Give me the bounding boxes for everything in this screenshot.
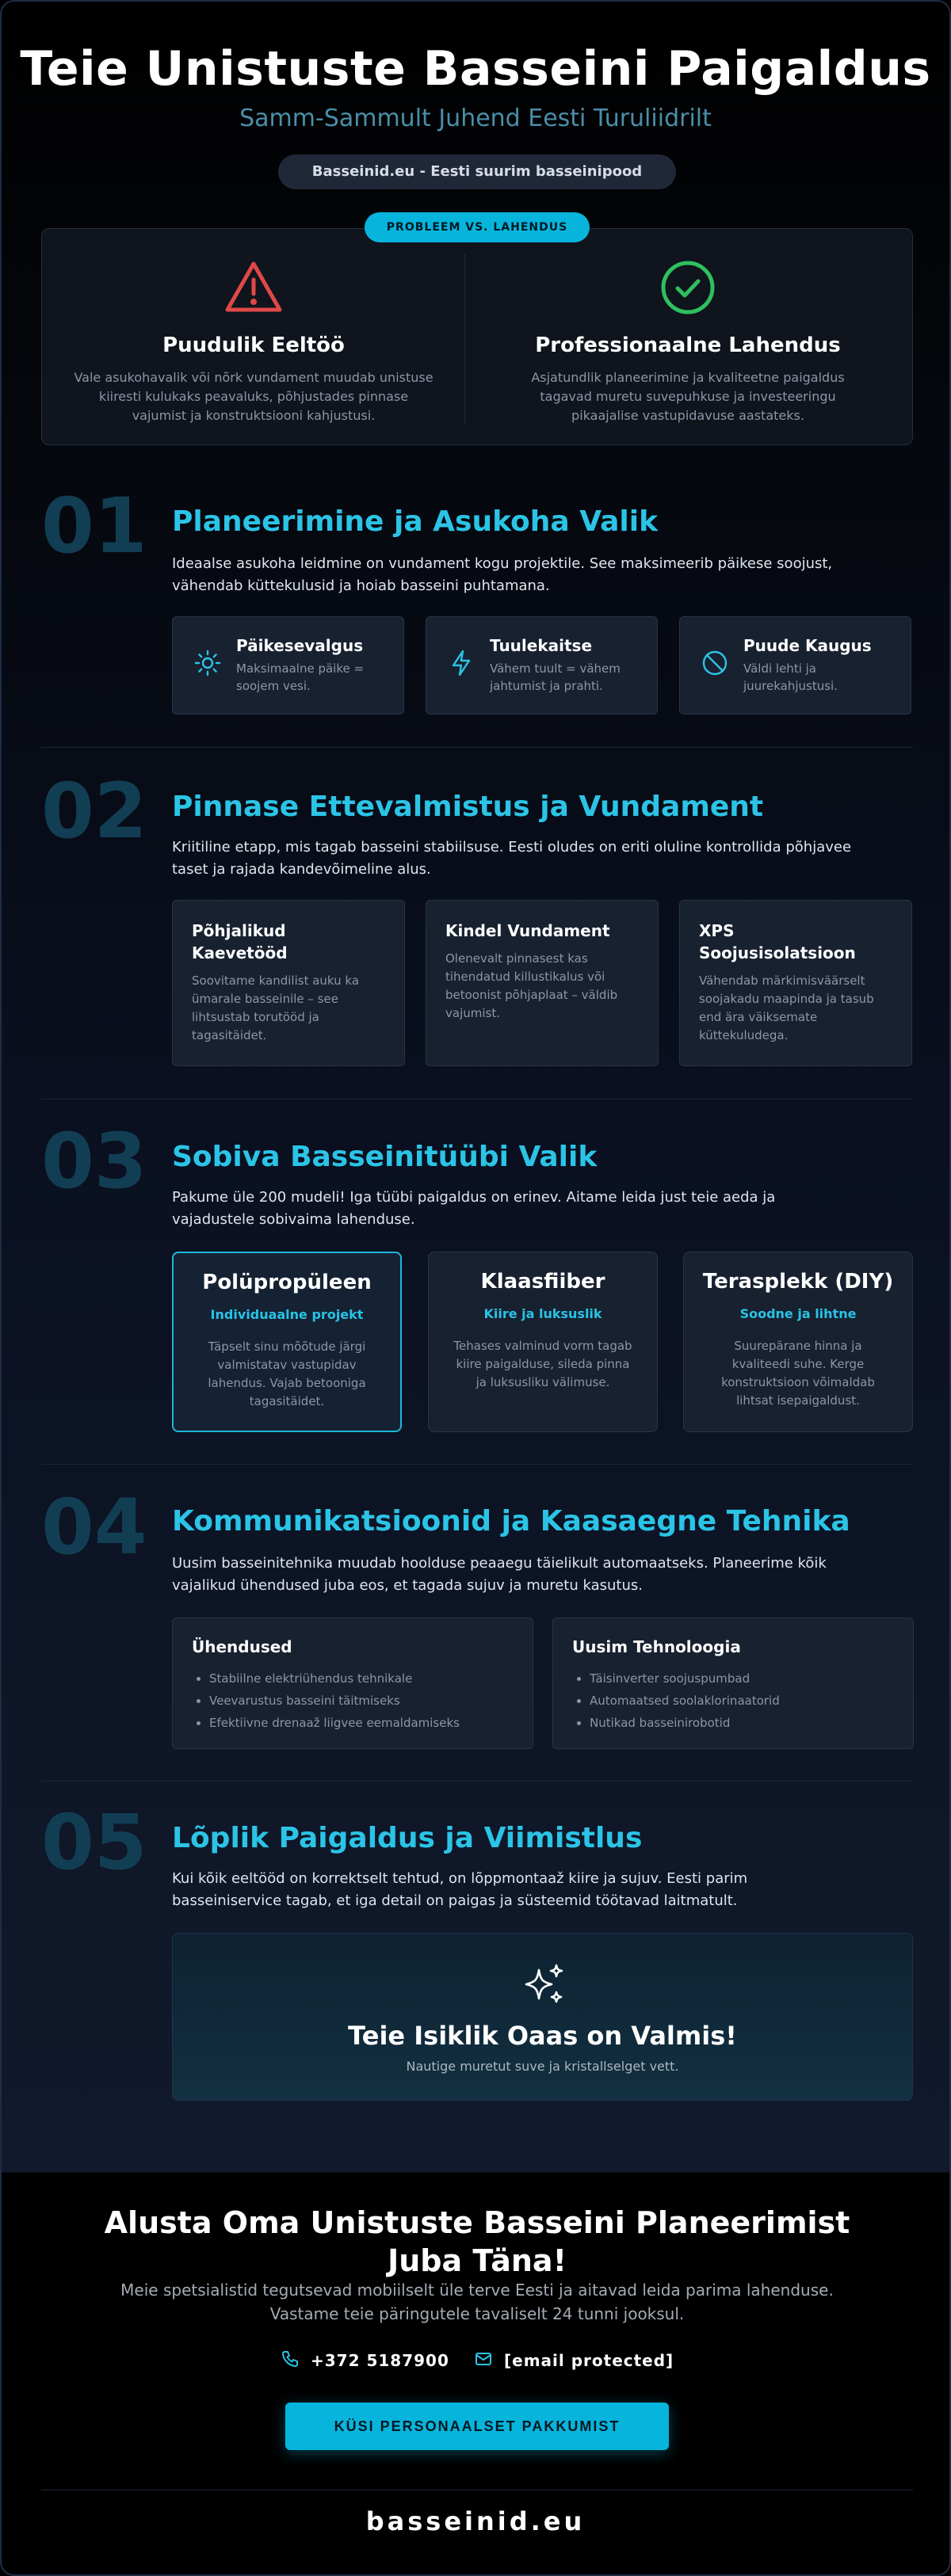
cta-description: Meie spetsialistid tegutsevad mobiilselt üle terve Eesti ja aitavad leida parima lahenduse. Vastame teie päringutele tavaliselt 24 tunni jooksul. <box>120 2281 834 2323</box>
card-title: Puude Kaugus <box>743 636 872 655</box>
footer-logo[interactable]: basseinid.eu <box>365 2506 586 2536</box>
solution-text: Asjatundlik planeerimine ja kvaliteetne paigaldus tagavad muretu suvepuhkuse ja investeeringu pikaajalise vastupidavuse aastateks. <box>531 370 845 423</box>
step-description: Kui kõik eeltööd on korrektselt tehtud, on lõppmontaaž kiire ja sujuv. Eesti parim basseiniservice tagab, et iga detail on paigas ja süsteemid töötavad laitmatult. <box>172 1870 748 1909</box>
connections-list <box>192 1667 514 1734</box>
list-item: • Nutikad basseinirobotid <box>590 1712 894 1734</box>
card-text: Vähem tuult = vähem jahtumist ja prahti. <box>490 661 621 693</box>
pool-type-text: Tehases valminud vorm tagab kiire paigalduse, sileda pinna ja luksusliku välimuse. <box>453 1339 632 1389</box>
pool-type-text: Suurepärane hinna ja kvaliteedi suhe. Kerge konstruktsioon võimaldab lihtsat isepaigaldust. <box>721 1339 875 1408</box>
pool-type-steel[interactable] <box>683 1252 913 1432</box>
pvs-divider <box>464 254 465 424</box>
list-item: • Automaatsed soolaklorinaatorid <box>590 1690 894 1712</box>
problem-column <box>67 259 440 425</box>
phone-link[interactable] <box>281 2349 449 2372</box>
card-technology <box>552 1618 914 1749</box>
cta-title: Alusta Oma Unistuste Basseini Planeerimist Juba Täna! <box>104 2205 850 2278</box>
step-title: Lõplik Paigaldus ja Viimistlus <box>172 1822 643 1854</box>
card-foundation <box>426 900 659 1066</box>
store-badge: Basseinid.eu - Eesti suurim basseinipood <box>278 154 676 189</box>
problem-title: Puudulik Eeltöö <box>162 333 345 357</box>
card-title: Kindel Vundament <box>445 921 610 940</box>
pool-type-title: Klaasfiiber <box>480 1270 605 1294</box>
card-title: Päikesevalgus <box>236 636 364 655</box>
card-connections <box>172 1618 533 1749</box>
warning-triangle-icon <box>223 259 284 316</box>
final-title: Teie Isiklik Oaas on Valmis! <box>348 2021 737 2051</box>
phone-number: +372 5187900 <box>311 2351 449 2370</box>
problem-vs-solution-tag: PROBLEEM VS. LAHENDUS <box>365 212 590 242</box>
problem-vs-solution-card <box>41 228 913 445</box>
card-excavation <box>172 900 405 1066</box>
step-number: 02 <box>41 767 147 855</box>
request-offer-button[interactable]: KÜSI PERSONAALSET PAKKUMIST <box>285 2403 669 2450</box>
pool-type-polypropylene[interactable] <box>172 1252 402 1432</box>
technology-list <box>572 1667 894 1734</box>
card-sunlight <box>172 616 404 714</box>
card-title: Ühendused <box>192 1637 292 1656</box>
final-text: Nautige muretut suve ja kristallselget vett. <box>406 2059 679 2074</box>
step-title: Planeerimine ja Asukoha Valik <box>172 505 659 538</box>
sun-icon <box>193 649 222 677</box>
pool-type-subtitle: Individuaalne projekt <box>210 1307 364 1322</box>
section-divider <box>41 747 913 748</box>
list-item: • Stabiilne elektriühendus tehnikale <box>209 1667 514 1690</box>
step-title: Sobiva Basseinitüübi Valik <box>172 1141 598 1173</box>
card-text: Vähendab märkimisväärselt soojakadu maapinda ja tasub end ära väiksemate küttekuludega. <box>699 974 874 1042</box>
pool-type-title: Terasplekk (DIY) <box>702 1270 894 1294</box>
pool-type-subtitle: Kiire ja luksuslik <box>483 1306 602 1321</box>
problem-text: Vale asukohavalik või nõrk vundament muudab unistuse kiiresti kulukaks peavaluks, põhjustades pinnase vajumist ja konstruktsiooni kahjustusi. <box>74 370 433 423</box>
step-description: Ideaalse asukoha leidmine on vundament kogu projektile. See maksimeerib päikese soojust, vähendab küttekulusid ja hoiab basseini puhtamana. <box>172 555 833 594</box>
card-title: Tuulekaitse <box>490 636 593 655</box>
step-number: 05 <box>41 1798 147 1887</box>
solution-column <box>502 259 874 425</box>
list-item: • Veevarustus basseini täitmiseks <box>209 1690 514 1712</box>
step-number: 03 <box>41 1117 147 1206</box>
pool-type-subtitle: Soodne ja lihtne <box>739 1306 857 1321</box>
card-wind-protection <box>426 616 658 714</box>
step-description: Uusim basseinitehnika muudab hoolduse peaaegu täielikult automaatseks. Planeerime kõik vajalikud ühendused juba eos, et tagada sujuv ja muretu kasutus. <box>172 1555 827 1594</box>
step-number: 04 <box>41 1483 147 1572</box>
step-description: Kriitiline etapp, mis tagab basseini stabiilsuse. Eesti oludes on eriti oluline kontrollida põhjavee taset ja rajada kandevõimeline alus. <box>172 839 852 878</box>
section-divider <box>41 1464 913 1465</box>
mail-icon <box>474 2349 504 2372</box>
card-tree-distance <box>679 616 911 714</box>
card-text: Väldi lehti ja juurekahjustusi. <box>743 661 838 693</box>
pool-type-text: Täpselt sinu mõõtude järgi valmistatav vastupidav lahendus. Vajab betooniga tagasitäidet. <box>208 1339 366 1408</box>
pool-type-title: Polüpropüleen <box>202 1271 372 1294</box>
card-xps-insulation <box>679 900 912 1066</box>
phone-icon <box>281 2349 311 2372</box>
list-item: • Efektiivne drenaaž liigvee eemaldamiseks <box>209 1712 514 1734</box>
card-title: XPS Soojusisolatsioon <box>699 921 856 962</box>
card-title: Põhjalikud Kaevetööd <box>192 921 288 962</box>
card-text: Olenevalt pinnasest kas tihendatud killustikalus või betoonist põhjaplaat – väldib vajumist. <box>445 951 618 1020</box>
check-circle-icon <box>658 259 718 316</box>
sparkle-icon <box>521 1962 567 2008</box>
card-title: Uusim Tehnoloogia <box>572 1637 741 1656</box>
solution-title: Professionaalne Lahendus <box>535 333 841 357</box>
hero-subtitle: Samm-Sammult Juhend Eesti Turuliidrilt <box>239 105 712 132</box>
email-address: [email protected] <box>504 2351 674 2370</box>
email-link[interactable] <box>474 2349 674 2372</box>
hero-title: Teie Unistuste Basseini Paigaldus <box>20 41 931 97</box>
card-text: Soovitame kandilist auku ka ümarale basseinile – see lihtsustab torutööd ja tagasitäidet. <box>192 974 360 1042</box>
no-entry-icon <box>701 649 729 677</box>
step-number: 01 <box>41 482 147 570</box>
list-item: • Täisinverter soojuspumbad <box>590 1667 894 1690</box>
lightning-icon <box>447 649 476 677</box>
step-title: Kommunikatsioonid ja Kaasaegne Tehnika <box>172 1505 850 1538</box>
card-text: Maksimaalne päike = soojem vesi. <box>236 661 365 693</box>
step-title: Pinnase Ettevalmistus ja Vundament <box>172 791 764 823</box>
pool-type-fiberglass[interactable] <box>428 1252 658 1432</box>
final-result-card <box>172 1933 913 2101</box>
step-description: Pakume üle 200 mudeli! Iga tüübi paigaldus on erinev. Aitame leida just teie aeda ja vajadustele sobivaima lahenduse. <box>172 1189 776 1228</box>
